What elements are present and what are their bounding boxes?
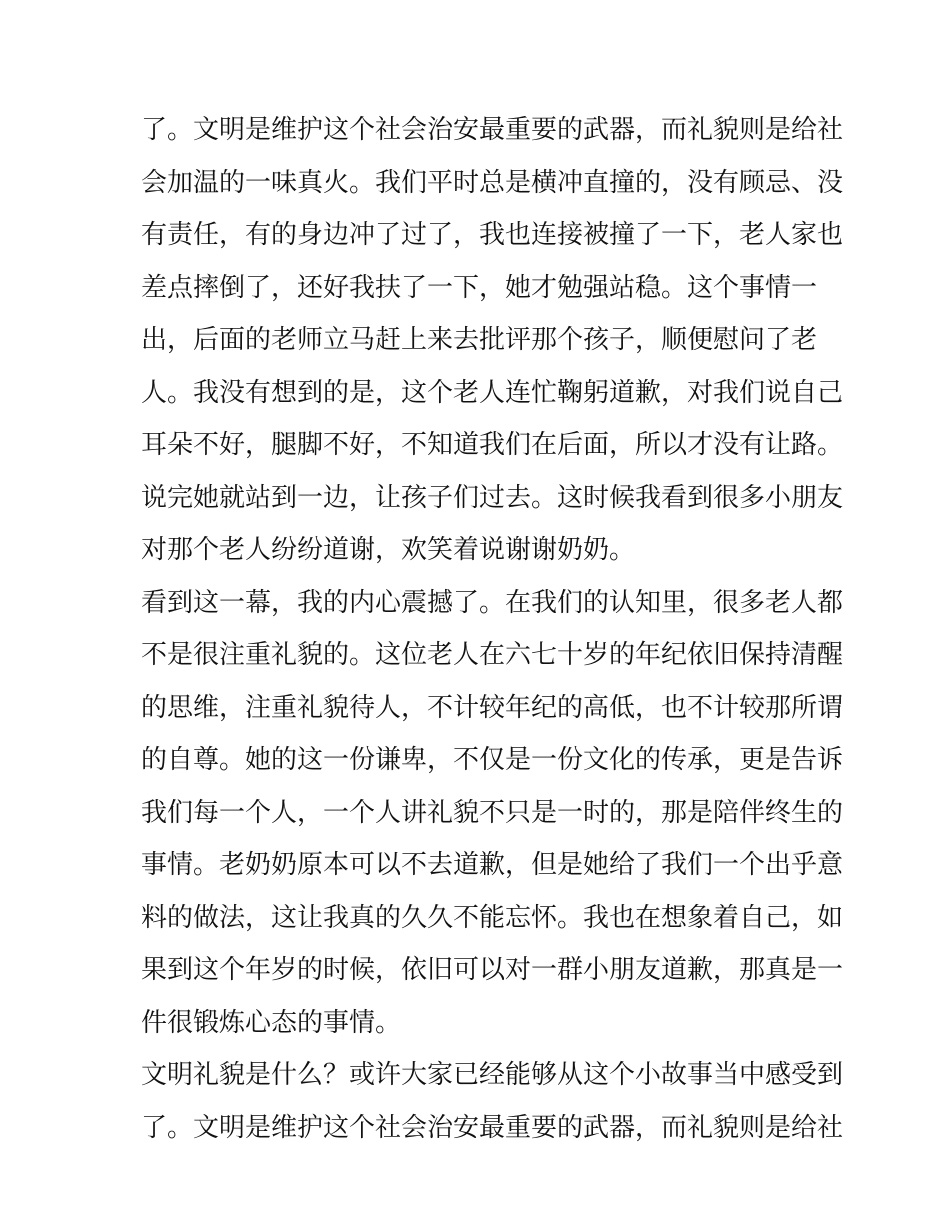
text-line: 对那个老人纷纷道谢，欢笑着说谢谢奶奶。: [141, 535, 636, 565]
text-line: 的思维，注重礼貌待人，不计较年纪的高低，也不计较那所谓: [141, 692, 844, 723]
text-line: 不是很注重礼貌的。这位老人在六七十岁的年纪依旧保持清醒: [141, 640, 844, 670]
text-line: 差点摔倒了，还好我扶了一下，她才勉强站稳。这个事情一: [141, 272, 818, 303]
text-line: 事情。老奶奶原本可以不去道歉，但是她给了我们一个出乎意: [141, 850, 844, 880]
text-line: 出，后面的老师立马赶上来去批评那个孩子，顺便慰问了老: [141, 325, 818, 355]
text-line: 了。文明是维护这个社会治安最重要的武器，而礼貌则是给社: [141, 115, 844, 145]
text-line: 料的做法，这让我真的久久不能忘怀。我也在想象着自己，如: [141, 902, 844, 933]
text-line: 了。文明是维护这个社会治安最重要的武器，而礼貌则是给社: [141, 1112, 844, 1143]
text-line: 文明礼貌是什么？或许大家已经能够从这个小故事当中感受到: [141, 1060, 844, 1090]
text-line: 说完她就站到一边，让孩子们过去。这时候我看到很多小朋友: [141, 482, 844, 513]
text-line: 件很锻炼心态的事情。: [141, 1007, 402, 1038]
text-line: 我们每一个人，一个人讲礼貌不只是一时的，那是陪伴终生的: [141, 797, 844, 828]
text-line: 有责任，有的身边冲了过了，我也连接被撞了一下，老人家也: [141, 220, 844, 250]
text-line: 人。我没有想到的是，这个老人连忙鞠躬道歉，对我们说自己: [141, 377, 844, 408]
text-line: 的自尊。她的这一份谦卑，不仅是一份文化的传承，更是告诉: [141, 745, 844, 775]
text-line: 看到这一幕，我的内心震撼了。在我们的认知里，很多老人都: [141, 587, 844, 618]
text-line: 耳朵不好，腿脚不好，不知道我们在后面，所以才没有让路。: [141, 430, 844, 460]
body-text: [141, 104, 844, 1154]
text-line: 会加温的一味真火。我们平时总是横冲直撞的，没有顾忌、没: [141, 167, 844, 198]
text-line: 果到这个年岁的时候，依旧可以对一群小朋友道歉，那真是一: [141, 955, 844, 985]
